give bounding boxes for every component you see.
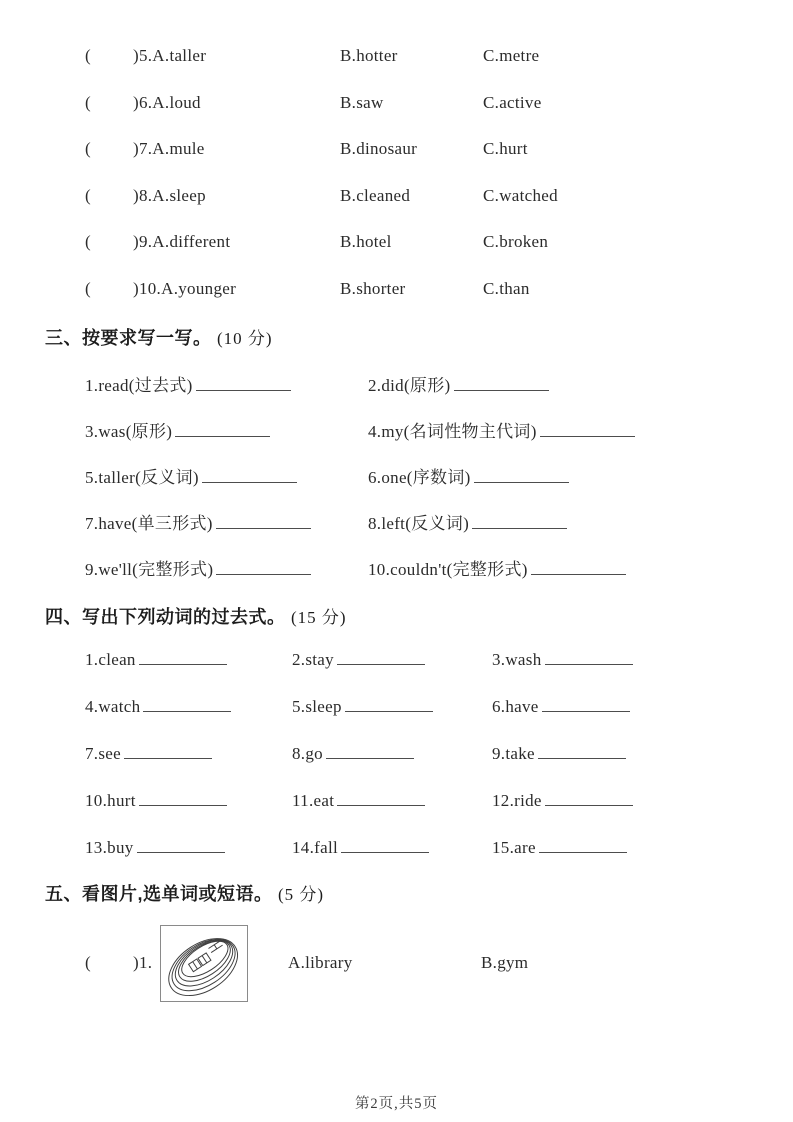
verb-label: 5.sleep	[292, 697, 342, 716]
answer-blank	[540, 423, 635, 437]
fill-in-label: 6.one(序数词)	[368, 468, 471, 487]
section-three-score: (10 分)	[217, 329, 273, 348]
option-a: )9.A.different	[133, 232, 231, 251]
answer-blank	[472, 515, 567, 529]
choice-row	[0, 139, 793, 186]
option-b: B.hotter	[340, 46, 398, 65]
verb-row	[0, 744, 793, 791]
answer-paren: (	[85, 46, 91, 65]
answer-blank	[454, 377, 549, 391]
answer-paren: (	[85, 139, 91, 158]
option-b: B.dinosaur	[340, 139, 418, 158]
answer-paren: (	[85, 92, 91, 112]
verb-row	[0, 650, 793, 697]
option-b: B.cleaned	[340, 185, 411, 205]
verb-label: 13.buy	[85, 838, 134, 857]
verb-item	[492, 838, 627, 858]
verb-label: 7.see	[85, 744, 121, 763]
answer-blank	[545, 651, 633, 665]
fill-in-item	[85, 371, 291, 396]
verb-item	[85, 697, 231, 717]
answer-blank	[538, 745, 626, 759]
option-b: B.gym	[481, 953, 529, 972]
fill-in-item	[368, 371, 549, 396]
option-a: )5.A.taller	[133, 46, 207, 65]
option-c: C.than	[483, 278, 530, 298]
fill-in-item	[368, 463, 569, 488]
verb-label: 4.watch	[85, 697, 141, 716]
verb-item	[292, 650, 425, 670]
choice-row	[0, 186, 793, 233]
answer-blank	[326, 745, 414, 759]
section-four-title-text: 四、写出下列动词的过去式。	[45, 607, 286, 627]
answer-paren: (	[85, 232, 91, 251]
answer-blank	[196, 377, 291, 391]
answer-blank	[216, 561, 311, 575]
answer-paren: (	[85, 185, 91, 205]
section-three-block	[0, 371, 793, 601]
answer-blank	[545, 792, 633, 806]
option-c: C.metre	[483, 46, 540, 65]
verb-item	[492, 744, 626, 764]
answer-blank	[337, 792, 425, 806]
option-b: B.saw	[340, 92, 384, 112]
verb-label: 11.eat	[292, 791, 335, 810]
choice-row	[0, 232, 793, 279]
verb-label: 3.wash	[492, 650, 542, 669]
verb-row	[0, 838, 793, 885]
choice-row	[0, 46, 793, 93]
choice-row	[0, 93, 793, 140]
fill-in-label: 8.left(反义词)	[368, 514, 470, 533]
verb-row	[0, 791, 793, 838]
answer-blank	[139, 792, 227, 806]
option-c: C.hurt	[483, 139, 528, 158]
option-c: C.watched	[483, 185, 558, 205]
fill-in-item	[85, 509, 311, 534]
verb-label: 2.stay	[292, 650, 334, 669]
option-a: )10.A.younger	[133, 278, 237, 298]
answer-blank	[216, 515, 311, 529]
verb-item	[85, 650, 227, 670]
answer-blank	[531, 561, 626, 575]
multiple-choice-block	[0, 46, 793, 325]
section-five-title	[45, 880, 324, 906]
fill-in-item	[85, 463, 297, 488]
option-a: )7.A.mule	[133, 139, 205, 158]
choice-row	[0, 279, 793, 326]
question-number: )1.	[133, 953, 153, 972]
answer-paren: (	[85, 953, 91, 972]
answer-blank	[175, 423, 270, 437]
answer-blank	[542, 698, 630, 712]
option-a: )6.A.loud	[133, 92, 201, 112]
picture-question-row	[0, 953, 793, 977]
verb-item	[492, 650, 633, 670]
answer-paren: (	[85, 278, 91, 298]
section-five-title-text: 五、看图片,选单词或短语。	[45, 884, 273, 904]
verb-label: 8.go	[292, 744, 323, 763]
page-number-footer: 第2页,共5页	[354, 1096, 439, 1112]
option-a: A.library	[288, 953, 353, 972]
fill-in-label: 7.have(单三形式)	[85, 514, 213, 533]
answer-blank	[337, 651, 425, 665]
fill-in-item	[368, 417, 635, 442]
answer-blank	[539, 839, 627, 853]
verb-item	[292, 791, 425, 811]
fill-in-row	[0, 463, 793, 509]
option-b: B.shorter	[340, 278, 406, 298]
verb-label: 15.are	[492, 838, 536, 857]
verb-label: 1.clean	[85, 650, 136, 669]
verb-item	[292, 697, 433, 717]
verb-label: 10.hurt	[85, 791, 136, 810]
fill-in-label: 10.couldn't(完整形式)	[368, 560, 528, 579]
section-three-title-text: 三、按要求写一写。	[45, 328, 212, 348]
option-c: C.active	[483, 92, 542, 112]
fill-in-label: 4.my(名词性物主代词)	[368, 422, 537, 441]
verb-item	[85, 791, 227, 811]
fill-in-item	[368, 555, 626, 580]
fill-in-label: 3.was(原形)	[85, 422, 173, 441]
verb-label: 14.fall	[292, 838, 339, 857]
fill-in-label: 2.did(原形)	[368, 376, 451, 395]
verb-item	[85, 838, 225, 858]
section-four-title	[45, 603, 347, 629]
fill-in-label: 5.taller(反义词)	[85, 468, 199, 487]
fill-in-row	[0, 371, 793, 417]
verb-label: 9.take	[492, 744, 535, 763]
answer-blank	[124, 745, 212, 759]
fill-in-row	[0, 417, 793, 463]
verb-label: 12.ride	[492, 791, 542, 810]
answer-blank	[474, 469, 569, 483]
section-four-block	[0, 650, 793, 885]
section-three-title	[45, 324, 273, 350]
fill-in-item	[368, 509, 567, 534]
answer-blank	[345, 698, 433, 712]
verb-label: 6.have	[492, 697, 539, 716]
verb-item	[492, 697, 630, 717]
option-b: B.hotel	[340, 232, 392, 251]
verb-item	[292, 838, 429, 858]
verb-row	[0, 697, 793, 744]
answer-blank	[202, 469, 297, 483]
fill-in-item	[85, 555, 311, 580]
fill-in-label: 9.we'll(完整形式)	[85, 560, 214, 579]
answer-blank	[139, 651, 227, 665]
answer-blank	[143, 698, 231, 712]
fill-in-item	[85, 417, 270, 442]
option-a: )8.A.sleep	[133, 185, 206, 205]
section-five-score: (5 分)	[278, 885, 325, 904]
verb-item	[492, 791, 633, 811]
answer-blank	[137, 839, 225, 853]
verb-item	[292, 744, 414, 764]
verb-item	[85, 744, 212, 764]
option-c: C.broken	[483, 232, 549, 251]
fill-in-row	[0, 509, 793, 555]
fill-in-label: 1.read(过去式)	[85, 376, 193, 395]
section-four-score: (15 分)	[291, 608, 347, 627]
answer-blank	[341, 839, 429, 853]
fill-in-row	[0, 555, 793, 601]
